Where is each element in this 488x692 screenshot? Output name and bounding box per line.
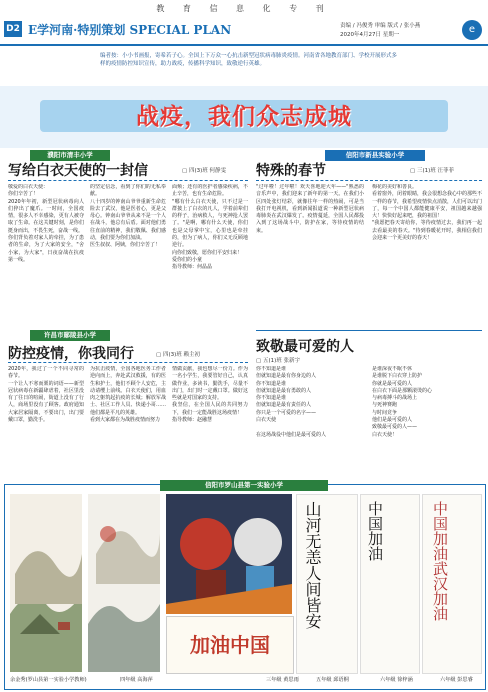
caption-1: 余金秀(罗山县第一实验小学教师)	[10, 677, 87, 683]
hero-poster	[166, 494, 292, 614]
calligraphy-text-1: 山河无恙人间皆安	[303, 501, 322, 629]
author-icon: ▢	[156, 352, 162, 358]
caption-2: 四年级 高海萍	[120, 677, 153, 683]
article4-col2: 是谁深夜不眠不休 是谁脱下白衣穿上防护 你就是最可爱的人 在白衣下面是那颗滚烫的心 与病毒搏斗的战场上 与死神赛跑 与时间竞争 他们是最可爱的人 致敬最可爱的人—— 白衣天使！	[372, 366, 433, 438]
article3-col3: 情做贡献，我也想尽一份力。作为一名小学生，我要管好自己，认真做作业，多读书，勤洗手，尽量不出门，出门时一定戴口罩。做好这些就是对国家的支持。 我坚信，在全国人民的共同努力下，我们一定能战胜这场疫情！ 指导教师：赵融慧	[172, 366, 248, 424]
section-label-luoshan: 信阳市罗山县第一实验小学	[160, 480, 328, 491]
article4-col1: 你不知道是谁 但就知道是最有你身边的人 你不知道是谁 但就知道是最有勇敢的人 你不知道是谁 但就知道是最有责任的人 你只是一个可爱的名字—— 白衣天使 在这场战役中他们是最可爱的人	[256, 366, 327, 438]
masthead-meta	[340, 22, 420, 40]
divider	[8, 362, 248, 363]
landscape-painting	[10, 494, 82, 672]
artwork-ink-painting	[88, 494, 160, 672]
article1-title: 写给白衣天使的一封信	[8, 163, 148, 179]
ink-painting	[88, 494, 160, 672]
article2-col1: "过年啦！过年啦！欢天喜地迎大年——"熟悉的音乐声中，我们迎来了新年的第一天。在我们小区四处张灯结彩，就像往年一样的热闹，可是当我打开电视机，看到新闻报道说一种新型冠状病毒肺炎在武汉爆发了。疫情蔓延，全国人民都投入到了这场战斗中，防护在家，等待疫情的结束。	[256, 184, 364, 234]
calligraphy-text-2: 中国加油	[366, 501, 384, 561]
article3-col2: 为抗击疫情，全国各地医务工作者逆向而上，奔赴武汉救援，有的医生和护士，他们不顾个人安危，主动请缨上前线。白衣天使们，用血肉之躯筑起抗疫的长城；解放军战士、社区工作人员、快递小哥……他们都是平凡的英雄。 看到大家都在为战胜疫情而努力	[90, 366, 166, 424]
article1-col3: 面颊；还有的医护者感染疾病，不止辛苦，也有生命危险。 "哪有什么白衣天使，只不过是一群披上了白衣的凡人，学着前辈们的样子，治病救人，与死神抢人罢了。"是啊，哪有什么天使，你们也是父母掌中宝，心里也是牵挂的，但为了病人，你们义无反顾地逆行。 向你们致敬，愿你们平安归来！ 爱你们的小童 指导教师：何晶晶	[172, 184, 248, 271]
article2-col2: 梅花的美好和善良。 看着窗外，闭着眼睛，我会很想念我心中的那些不一样的春节，我希望疫情快点消散，人们可以出门了，每一个中国人都能健康平安，祖国越来越强大！快快好起来吧，我的祖国！ "我愿把春天寄给你，等待疫情过去，我们再一起去看最美的春天。"待到春暖花开时，我相信我们会迎来一个更美好的春天！	[372, 184, 482, 242]
editor-line: 责编 / 冯俊秀 审编 版式 / 张小燕	[340, 23, 421, 29]
artwork-calligraphy-3	[422, 494, 482, 674]
article1-col2: 的坚定信念，看到了你们的无私奉献。 八十四岁的钟南山爷爷重新生命危险去了武汉，他是医者心，更是父母心。钟南山爷爷从来不是一个人在战斗，他总有后盾。面对他们勇往直前的精神，我们敬佩、我们感动，我们要为你们加油。 医生叔叔、阿姨，你们辛苦了！	[90, 184, 166, 249]
page-number: D2	[4, 21, 22, 37]
section-label-qingfeng: 濮阳市清丰小学	[30, 150, 110, 161]
calligraphy-text-3: 中国加油武汉加油	[431, 501, 449, 621]
artwork-banner	[166, 616, 294, 674]
article2-title: 特殊的春节	[256, 163, 326, 179]
author-icon: ▢	[182, 168, 188, 174]
artwork-calligraphy-2	[360, 494, 420, 674]
date-line: 2020年4月27日 星期一	[340, 32, 400, 38]
logo-icon: e	[462, 20, 482, 40]
banner-text: 加油中国	[190, 633, 270, 657]
article3-col1: 2020年，我过了一个不同寻常的春节。 一个让人不寒而栗的词语——新型冠状病毒在新疆肆虐着，社区里没有了往日的喧闹，街道上没有了行人，商场里没有了顾客。政府通知大家居家隔离，不要出门，出门要戴口罩，勤洗手。	[8, 366, 84, 424]
artwork-calligraphy-1	[296, 494, 358, 674]
editor-note: 编者按：小小书画报，寄希若子心。全国上下万众一心抗击新型冠状病毒肺炎疫情。河南省各地教育部门、学校开展形式多样的疫情防控知识宣传，助力战疫，传播科学知识，致敬逆行英雄。	[100, 53, 398, 67]
page-title: E学河南·特别策划 SPECIAL PLAN	[28, 23, 232, 37]
article2-byline: ▢ 三(1)班 汪菲菲	[410, 168, 454, 174]
author-icon: ▢	[256, 358, 262, 364]
hero-title: 战疫，我们众志成城	[136, 104, 352, 130]
section-label-yanling: 许昌市鄢陵县小学	[30, 330, 110, 341]
caption-6: 六年级 彭思睿	[440, 677, 473, 683]
article1-byline: ▢ 四(3)班 何静雯	[182, 168, 226, 174]
divider	[256, 330, 482, 331]
divider	[256, 180, 482, 181]
caption-3: 三年级 黄思雨	[266, 677, 299, 683]
column-band-text: 教 育 信 息 化 专 刊	[156, 4, 332, 13]
caption-5: 六年级 徐梓涵	[380, 677, 413, 683]
artwork-hero-poster	[166, 494, 292, 614]
article4-title: 致敬最可爱的人	[256, 339, 354, 355]
section-label-xinxian: 信阳市新县实验小学	[325, 150, 425, 161]
divider	[8, 180, 248, 181]
article3-byline: ▢ 四(3)班 赖主初	[156, 352, 200, 358]
article4-byline: ▢ 五(1)班 张新宇	[256, 358, 300, 364]
artwork-landscape-1	[10, 494, 82, 672]
author-icon: ▢	[410, 168, 416, 174]
article3-title: 防控疫情，你我同行	[8, 346, 134, 362]
article1-col1: 敬爱的白衣天使： 你们辛苦了！ 2020年年初，新型冠状病毒向人们猝出了魔爪。一时间，全国疫情，很多人不幸感染，更有人被夺取了生命。在这关键时刻，是你们挺身而出，不畏生死，奋战一线。 你们背负着对家人的牵挂，为了患者的生命，为了大家的安全，"舍小家，为大家"，日夜奋战在抗疫第一线。	[8, 184, 84, 263]
caption-4: 五年级 邱语桐	[316, 677, 349, 683]
